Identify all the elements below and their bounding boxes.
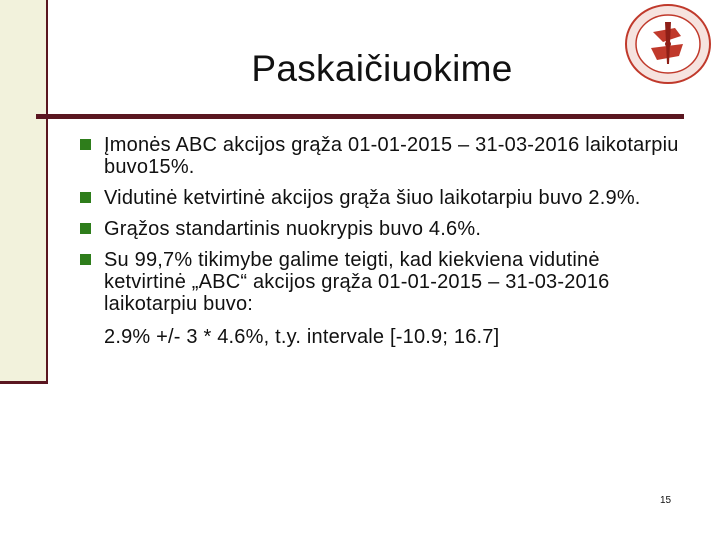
- list-item-text: Įmonės ABC akcijos grąža 01-01-2015 – 31-03-2016 laikotarpiu buvo15%.: [104, 134, 679, 178]
- square-bullet-icon: [80, 192, 91, 203]
- left-accent-bar: [0, 0, 46, 382]
- list-item: [80, 134, 680, 178]
- square-bullet-icon: [80, 139, 91, 150]
- list-item-text: Vidutinė ketvirtinė akcijos grąža šiuo laikotarpiu buvo 2.9%.: [104, 187, 641, 209]
- page-number: 15: [660, 495, 672, 506]
- slide-title: Paskaičiuokime: [251, 48, 513, 89]
- square-bullet-icon: [80, 223, 91, 234]
- university-seal-icon: [623, 2, 713, 86]
- list-item-text: Su 99,7% tikimybe galime teigti, kad kiekviena vidutinė ketvirtinė „ABC“ akcijos grąža 01-01-2015 – 31-03-2016 laikotarpiu buvo:: [104, 249, 610, 315]
- square-bullet-icon: [80, 254, 91, 265]
- list-item-text: Grąžos standartinis nuokrypis buvo 4.6%.: [104, 218, 482, 240]
- list-item: [80, 187, 680, 209]
- interval-result-text: 2.9% +/- 3 * 4.6%, t.y. intervale [-10.9; 16.7]: [104, 326, 500, 348]
- bullet-list: [80, 134, 680, 348]
- left-accent-bar-bottom: [0, 381, 48, 384]
- title-divider: [36, 114, 684, 119]
- left-accent-bar-edge: [46, 0, 48, 384]
- list-item: [80, 249, 680, 315]
- list-item: [80, 218, 680, 240]
- title-box: [222, 40, 542, 98]
